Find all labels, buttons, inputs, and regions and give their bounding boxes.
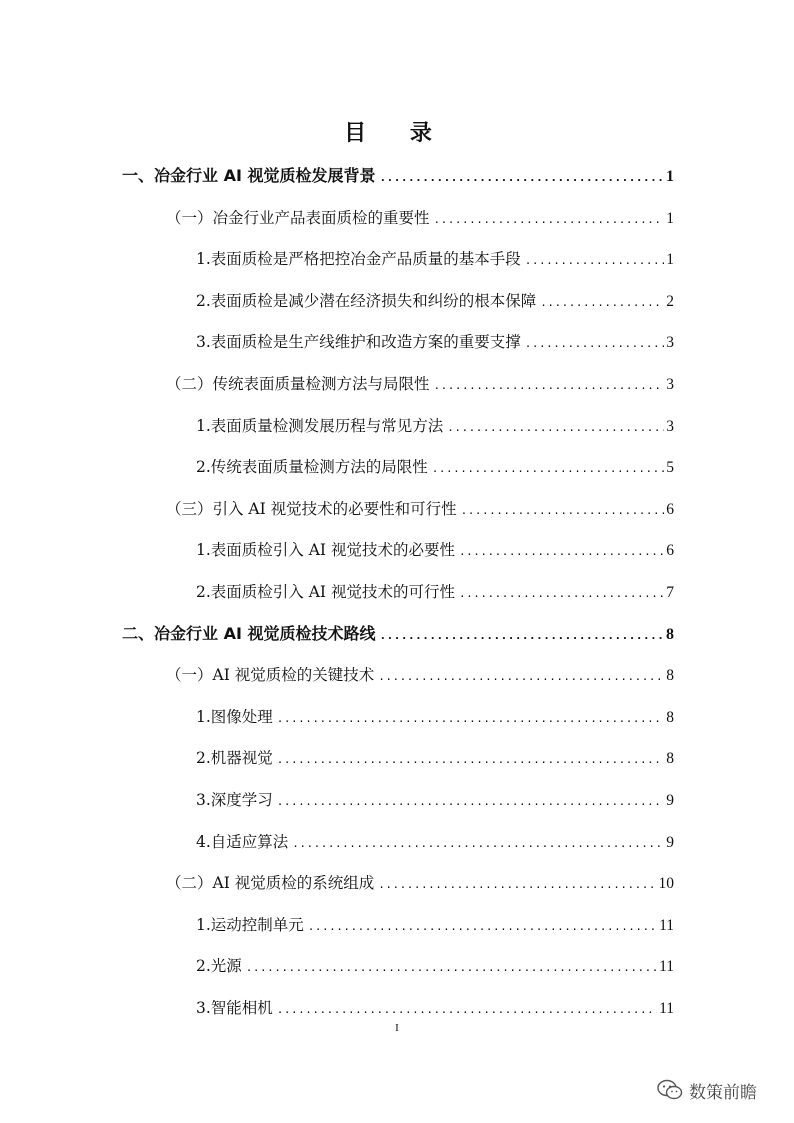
toc-entry[interactable] bbox=[196, 954, 674, 978]
toc-entry-label: （一）冶金行业产品表面质检的重要性 bbox=[166, 209, 430, 227]
toc-entry-page: 8 bbox=[666, 750, 674, 767]
toc-entry-label: 2.传统表面质量检测方法的局限性 bbox=[196, 458, 428, 476]
toc-entry-label: 1.表面质检引入 AI 视觉技术的必要性 bbox=[196, 541, 455, 559]
toc-entry[interactable] bbox=[166, 372, 674, 396]
toc-entry-label: 1.运动控制单元 bbox=[196, 916, 304, 934]
toc-entry-label: （二）AI 视觉质检的系统组成 bbox=[166, 874, 375, 892]
toc-entry-label: （二）传统表面质量检测方法与局限性 bbox=[166, 375, 430, 393]
toc-entry-page: 11 bbox=[659, 917, 674, 934]
toc-entry-label: 3.深度学习 bbox=[196, 791, 273, 809]
toc-leader-dots bbox=[459, 582, 664, 606]
toc-entry-label: 一、冶金行业 AI 视觉质检发展背景 bbox=[122, 166, 376, 185]
toc-entry-page: 11 bbox=[659, 1000, 674, 1017]
toc-entry-page: 6 bbox=[666, 542, 674, 559]
toc-entry-page: 1 bbox=[666, 210, 674, 227]
toc-entry[interactable] bbox=[166, 871, 674, 895]
toc-leader-dots bbox=[277, 790, 664, 814]
watermark-text: 数策前瞻 bbox=[689, 1082, 757, 1103]
toc-entry-page: 8 bbox=[666, 667, 674, 684]
toc-entry-page: 5 bbox=[666, 459, 674, 476]
toc-leader-dots bbox=[246, 956, 657, 980]
toc-entry-label: 2.表面质检是减少潜在经济损失和纠纷的根本保障 bbox=[196, 292, 537, 310]
toc-leader-dots bbox=[379, 166, 664, 190]
toc-leader-dots bbox=[432, 457, 664, 481]
toc-entry-page: 9 bbox=[666, 792, 674, 809]
toc-entry[interactable] bbox=[196, 538, 674, 562]
toc-entry[interactable] bbox=[196, 788, 674, 812]
toc-entry-page: 2 bbox=[666, 293, 674, 310]
toc-entry-page: 9 bbox=[666, 834, 674, 851]
toc-leader-dots bbox=[308, 915, 657, 939]
toc-entry-page: 7 bbox=[666, 584, 674, 601]
toc-leader-dots bbox=[447, 416, 664, 440]
toc-entry[interactable] bbox=[166, 206, 674, 230]
toc-entry-page: 11 bbox=[659, 958, 674, 975]
toc-entry[interactable] bbox=[196, 330, 674, 354]
toc-entry-page: 1 bbox=[666, 251, 674, 268]
toc-entry[interactable] bbox=[166, 663, 674, 687]
toc-entry[interactable] bbox=[122, 622, 674, 646]
toc-entry-label: 1.图像处理 bbox=[196, 708, 273, 726]
toc-entry-page: 8 bbox=[666, 626, 674, 643]
toc-entry-page: 3 bbox=[666, 376, 674, 393]
toc-entry-label: 2.表面质检引入 AI 视觉技术的可行性 bbox=[196, 583, 455, 601]
toc-leader-dots bbox=[378, 665, 664, 689]
toc-entry[interactable] bbox=[196, 414, 674, 438]
toc-entry[interactable] bbox=[196, 746, 674, 770]
toc-leader-dots bbox=[277, 748, 664, 772]
toc-leader-dots bbox=[525, 249, 664, 273]
toc-leader-dots bbox=[434, 208, 665, 232]
toc-leader-dots bbox=[525, 332, 664, 356]
toc-entry[interactable] bbox=[122, 164, 674, 188]
toc-entry-label: 二、冶金行业 AI 视觉质检技术路线 bbox=[122, 624, 376, 643]
toc-leader-dots bbox=[277, 707, 664, 731]
toc-entry[interactable] bbox=[196, 580, 674, 604]
toc-entry-label: 1.表面质量检测发展历程与常见方法 bbox=[196, 417, 444, 435]
toc-entry-page: 8 bbox=[666, 709, 674, 726]
toc-leader-dots bbox=[379, 624, 664, 648]
toc-entry-page: 3 bbox=[666, 418, 674, 435]
toc-leader-dots bbox=[540, 291, 664, 315]
toc-leader-dots bbox=[292, 832, 664, 856]
watermark bbox=[657, 1077, 757, 1103]
toc-leader-dots bbox=[461, 499, 665, 523]
toc-leader-dots bbox=[378, 873, 656, 897]
page-title: 目 录 bbox=[344, 121, 450, 146]
toc-entry-label: 2.机器视觉 bbox=[196, 749, 273, 767]
wechat-icon bbox=[657, 1079, 683, 1101]
page-number: I bbox=[395, 1022, 399, 1034]
toc-entry[interactable] bbox=[196, 996, 674, 1020]
toc-entry[interactable] bbox=[196, 289, 674, 313]
toc-entry-label: 3.表面质检是生产线维护和改造方案的重要支撑 bbox=[196, 333, 521, 351]
toc-entry-page: 1 bbox=[666, 168, 674, 185]
toc-entry-label: （三）引入 AI 视觉技术的必要性和可行性 bbox=[166, 500, 457, 518]
toc-leader-dots bbox=[434, 374, 665, 398]
toc-entry-page: 6 bbox=[666, 501, 674, 518]
toc-leader-dots bbox=[459, 540, 664, 564]
toc-entry-label: 3.智能相机 bbox=[196, 999, 273, 1017]
toc-entry[interactable] bbox=[196, 455, 674, 479]
toc-entry-label: 1.表面质检是严格把控冶金产品质量的基本手段 bbox=[196, 250, 521, 268]
toc-entry-label: 2.光源 bbox=[196, 957, 242, 975]
toc-entry[interactable] bbox=[166, 497, 674, 521]
toc-entry-page: 10 bbox=[658, 875, 674, 892]
toc-entry[interactable] bbox=[196, 705, 674, 729]
toc-entry-label: 4.自适应算法 bbox=[196, 833, 289, 851]
toc-entry[interactable] bbox=[196, 830, 674, 854]
toc-leader-dots bbox=[277, 998, 657, 1022]
toc-entry-page: 3 bbox=[666, 334, 674, 351]
toc-entry[interactable] bbox=[196, 913, 674, 937]
toc-entry-label: （一）AI 视觉质检的关键技术 bbox=[166, 666, 375, 684]
toc-entry[interactable] bbox=[196, 247, 674, 271]
